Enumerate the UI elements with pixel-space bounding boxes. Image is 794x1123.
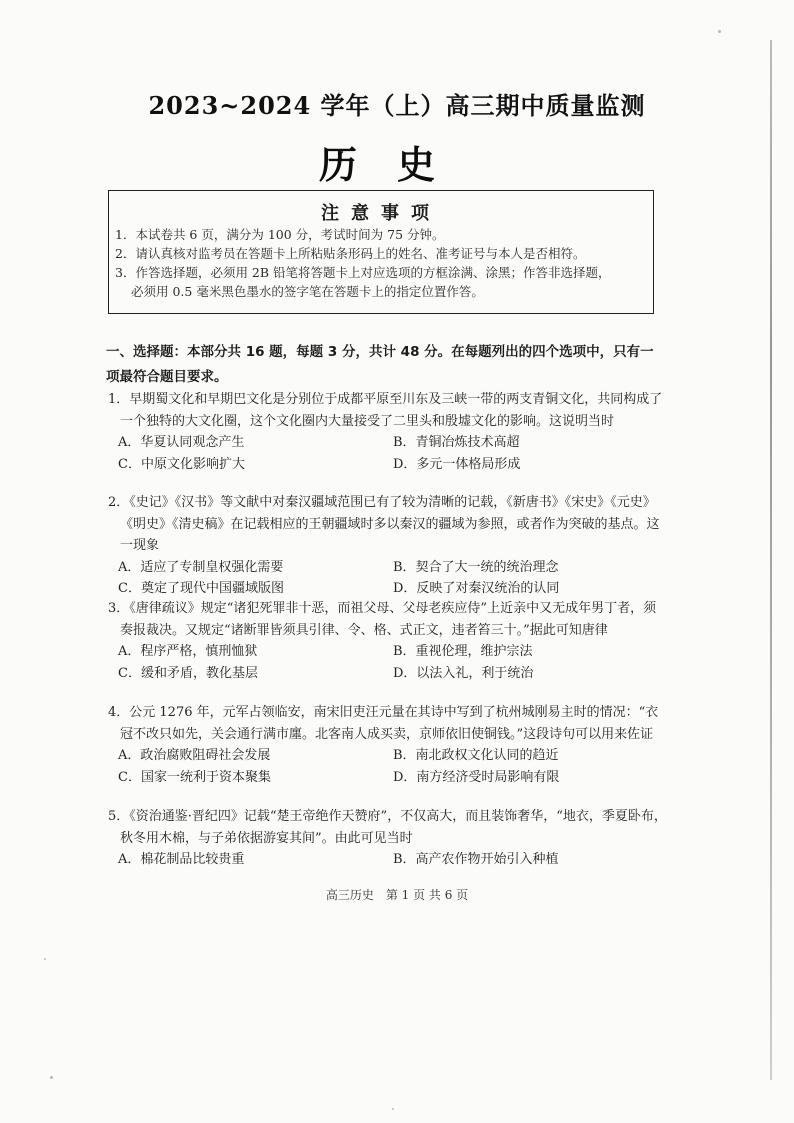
page-footer: 高三历史 第 1 页 共 6 页 [325, 888, 469, 902]
option-a: A．华夏认同观念产生 [118, 435, 245, 450]
subject-title: 历史 [318, 142, 475, 187]
option-c: C．中原文化影响扩大 [118, 456, 245, 472]
section-heading: 一、选择题：本部分共 16 题，每题 3 分，共计 48 分。在每题列出的四个选项中，只有一项最符合题目要求。 [106, 344, 654, 385]
notice-box [108, 190, 654, 314]
question-stem: 4．公元 1276 年，元军占领临安，南宋旧吏汪元量在其诗中写到了杭州城刚易主时的情况：“衣冠不改只如先，关会通行满市廛。北客南人成买卖，京师依旧使铜钱。”这段诗句可以用来佐证 [108, 705, 659, 742]
option-a: A．政治腐败阻碍社会发展 [118, 748, 271, 763]
option-b: B．重视伦理，维护宗法 [393, 644, 533, 659]
option-a: A．程序严格，慎刑恤狱 [118, 644, 258, 659]
scan-speck [392, 1108, 394, 1110]
option-d: D．南方经济受时局影响有限 [393, 769, 560, 785]
question-stem: 1．早期蜀文化和早期巴文化是分别位于成都平原至川东及三峡一带的两支青铜文化，共同构成了一个独特的大文化圈，这个文化圈内大量接受了二里头和殷墟文化的影响。这说明当时 [108, 392, 663, 429]
option-d: D．反映了对秦汉统治的认同 [393, 581, 560, 596]
question-2 [108, 492, 668, 600]
scan-speck [50, 1076, 53, 1079]
exam-title: 2023~2024 学年（上）高三期中质量监测 [148, 91, 646, 120]
scan-speck [718, 30, 721, 33]
option-b: B．高产农作物开始引入种植 [393, 852, 559, 867]
option-d: D．多元一体格局形成 [393, 456, 521, 472]
notice-item: 1．本试卷共 6 页，满分为 100 分，考试时间为 75 分钟。 [115, 227, 445, 242]
option-d: D．以法入礼，利于统治 [393, 665, 534, 681]
option-c: C．国家一统利于资本聚集 [118, 769, 271, 785]
notice-title: 注意事项 [321, 203, 441, 224]
option-a: A．适应了专制皇权强化需要 [118, 559, 284, 575]
question-1 [108, 389, 668, 475]
scan-speck [44, 958, 46, 960]
notice-item: 必须用 0.5 毫米黑色墨水的签字笔在答题卡上的指定位置作答。 [131, 284, 484, 299]
notice-item: 2．请认真核对监考员在答题卡上所粘贴条形码上的姓名、准考证号与本人是否相符。 [115, 246, 586, 261]
question-stem: 3．《唐律疏议》规定“诸犯死罪非十恶，而祖父母、父母老疾应侍”上近亲中又无成年男丁者，须奏报裁决。又规定“诸断罪皆须具引律、令、格、式正文，违者笞三十。”据此可知唐律 [108, 601, 657, 638]
question-stem: 5．《资治通鉴·晋纪四》记载“楚王帝绝作天赞府”，不仅高大，而且装饰奢华，“地衣，季夏卧布，秋冬用木棉，与子弟依据游宴其间”。由此可见当时 [108, 809, 667, 846]
option-b: B．青铜冶炼技术高超 [393, 435, 520, 450]
option-b: B．契合了大一统的统治理念 [393, 559, 559, 575]
question-3 [108, 598, 668, 684]
scan-edge-line [770, 40, 772, 1080]
option-b: B．南北政权文化认同的趋近 [393, 748, 559, 763]
option-a: A．棉花制品比较贵重 [118, 852, 245, 867]
question-stem: 2．《史记》《汉书》等文献中对秦汉疆域范围已有了较为清晰的记载，《新唐书》《宋史》《元史》《明史》《清史稿》在记载相应的王朝疆域时多以秦汉的疆域为参照，或者作为突破的基点。这一现象 [108, 495, 660, 553]
question-5 [108, 806, 668, 871]
option-c: C．奠定了现代中国疆域版图 [118, 581, 284, 596]
question-4 [108, 702, 668, 788]
option-c: C．缓和矛盾，教化基层 [118, 665, 258, 681]
notice-item: 3．作答选择题，必须用 2B 铅笔将答题卡上对应选项的方框涂满、涂黑；作答非选择题， [115, 265, 611, 280]
